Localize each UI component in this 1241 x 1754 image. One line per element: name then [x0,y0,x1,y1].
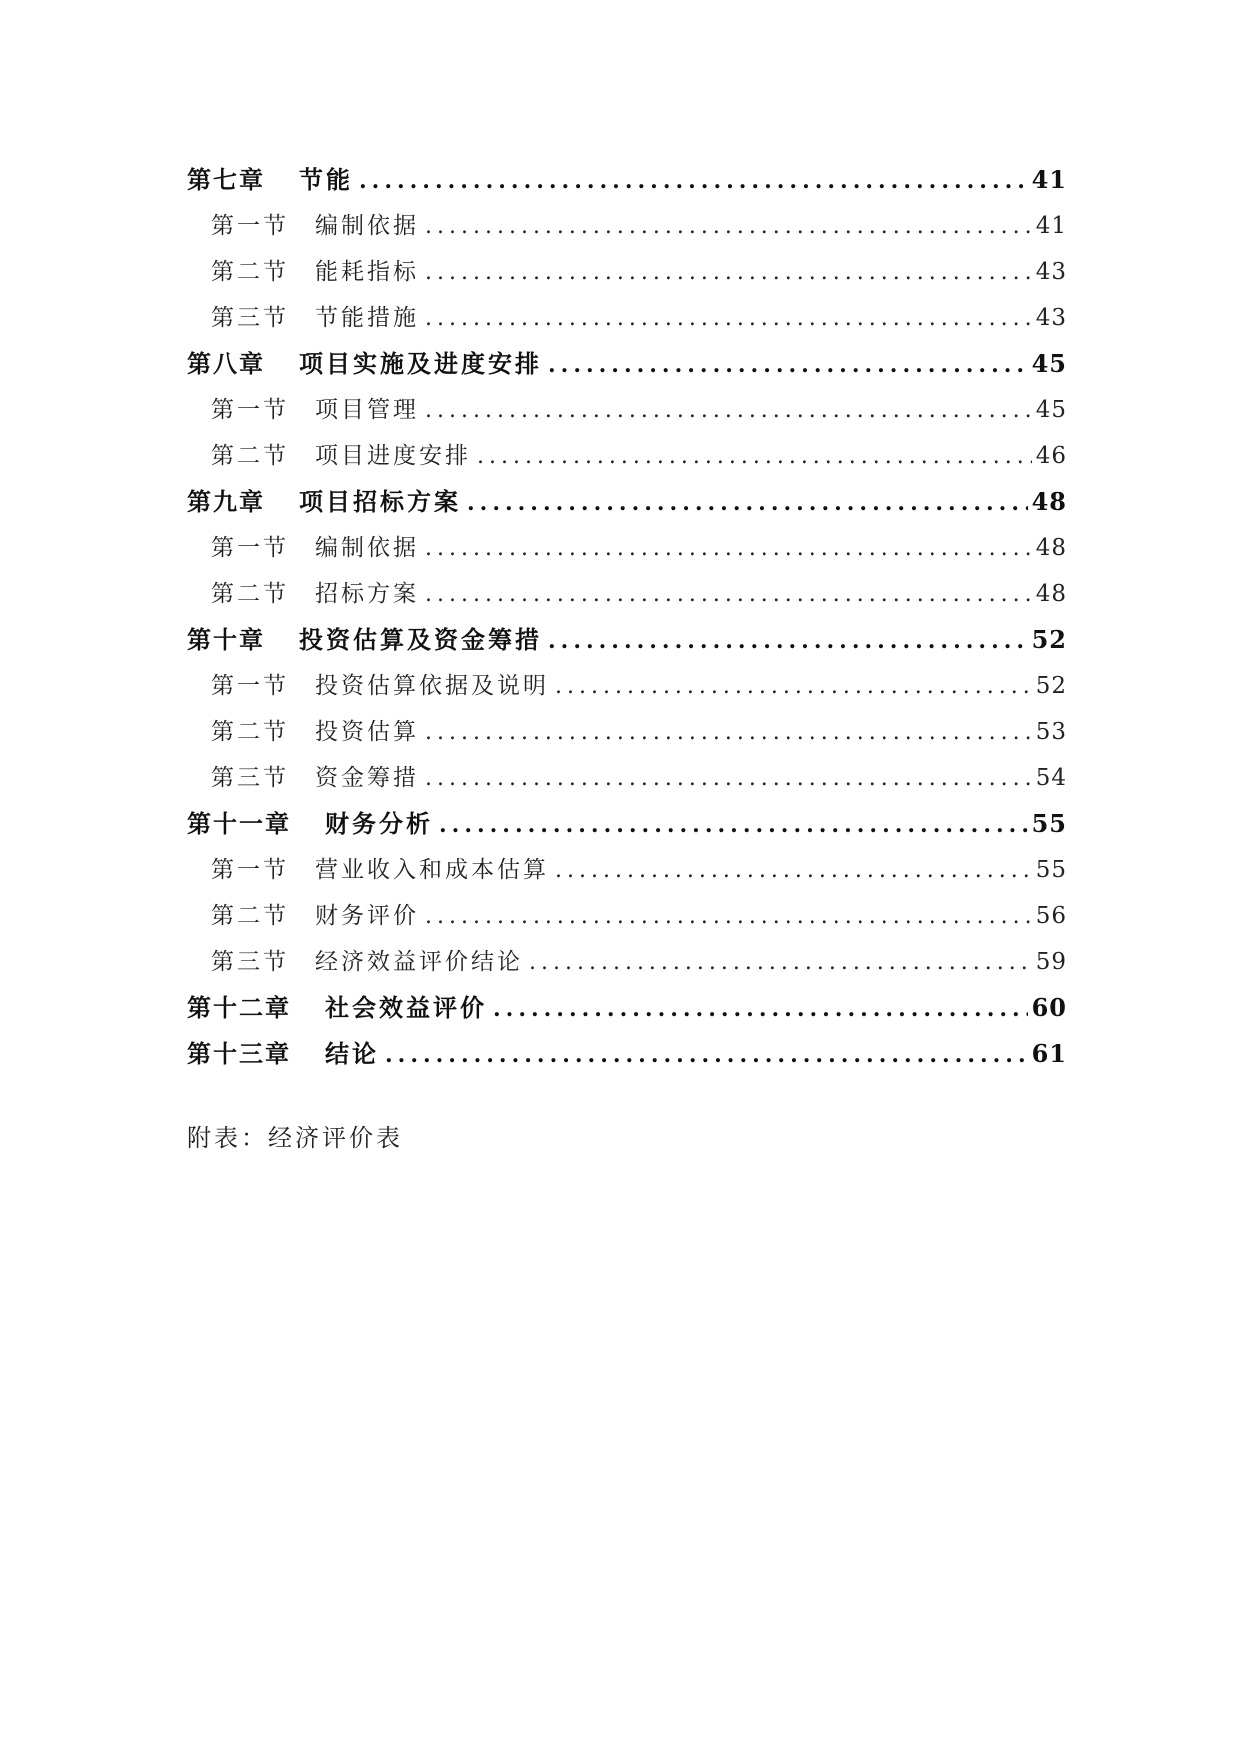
toc-page-number: 53 [1035,719,1067,745]
toc-section-7-1[interactable] [187,203,1067,249]
toc-title: 能耗指标 [315,259,419,285]
toc-page-number: 48 [1035,581,1067,607]
dot-leader [425,526,1032,572]
toc-section-8-1[interactable] [187,387,1067,433]
dot-leader [359,158,1028,204]
toc-page-number: 52 [1035,673,1067,699]
toc-title: 编制依据 [315,535,419,561]
toc-number: 第二节 [211,903,289,929]
toc-page-number: 52 [1031,625,1067,654]
toc-title: 编制依据 [315,213,419,239]
toc-title: 项目招标方案 [299,487,461,516]
toc-section-9-1[interactable] [187,525,1067,571]
dot-leader [477,434,1032,480]
toc-page-number: 55 [1031,809,1067,838]
toc-section-8-2[interactable] [187,433,1067,479]
dot-leader [425,572,1032,618]
dot-leader [548,342,1028,388]
toc-page-number: 41 [1035,213,1067,239]
dot-leader [529,940,1032,986]
toc-chapter-13[interactable] [187,1031,1067,1077]
toc-title: 营业收入和成本估算 [315,857,549,883]
toc-number: 第二节 [211,719,289,745]
toc-number: 第三节 [211,765,289,791]
toc-number: 第一节 [211,397,289,423]
toc-number: 第十三章 [187,1039,291,1068]
toc-title: 节能措施 [315,305,419,331]
toc-number: 第九章 [187,487,265,516]
toc-page-number: 60 [1031,993,1067,1022]
toc-title: 财务评价 [315,903,419,929]
toc-section-10-1[interactable] [187,663,1067,709]
toc-number: 第十二章 [187,993,291,1022]
dot-leader [425,894,1032,940]
toc-page-number: 46 [1035,443,1067,469]
toc-number: 第七章 [187,165,265,194]
toc-chapter-11[interactable] [187,801,1067,847]
toc-page-number: 43 [1035,305,1067,331]
toc-section-11-2[interactable] [187,893,1067,939]
toc-chapter-9[interactable] [187,479,1067,525]
toc-number: 第二节 [211,443,289,469]
toc-page-number: 45 [1031,349,1067,378]
toc-section-10-3[interactable] [187,755,1067,801]
toc-page-number: 48 [1035,535,1067,561]
dot-leader [467,480,1028,526]
toc-number: 第八章 [187,349,265,378]
toc-number: 第一节 [211,213,289,239]
dot-leader [555,848,1032,894]
toc-title: 结论 [325,1039,379,1068]
toc-title: 招标方案 [315,581,419,607]
dot-leader [425,388,1032,434]
dot-leader [555,664,1032,710]
toc-title: 项目实施及进度安排 [299,349,542,378]
toc-section-10-2[interactable] [187,709,1067,755]
toc-title: 资金筹措 [315,765,419,791]
toc-title: 节能 [299,165,353,194]
toc-chapter-10[interactable] [187,617,1067,663]
toc-number: 第一节 [211,673,289,699]
toc-section-11-1[interactable] [187,847,1067,893]
toc-number: 第十章 [187,625,265,654]
toc-title: 项目管理 [315,397,419,423]
toc-title: 投资估算 [315,719,419,745]
toc-title: 财务分析 [325,809,433,838]
toc-section-7-3[interactable] [187,295,1067,341]
toc-page-number: 54 [1035,765,1067,791]
toc-page-number: 48 [1031,487,1067,516]
toc-page-number: 41 [1031,165,1067,194]
dot-leader [425,756,1032,802]
toc-section-9-2[interactable] [187,571,1067,617]
toc-chapter-7[interactable] [187,157,1067,203]
table-of-contents [187,157,1067,1077]
toc-title: 投资估算依据及说明 [315,673,549,699]
dot-leader [425,296,1032,342]
dot-leader [425,710,1032,756]
toc-number: 第三节 [211,949,289,975]
toc-title: 经济效益评价结论 [315,949,523,975]
toc-chapter-8[interactable] [187,341,1067,387]
toc-number: 第二节 [211,259,289,285]
dot-leader [493,986,1028,1032]
dot-leader [385,1032,1028,1078]
toc-page-number: 61 [1031,1039,1067,1068]
toc-number: 第十一章 [187,809,291,838]
toc-chapter-12[interactable] [187,985,1067,1031]
toc-page-number: 56 [1035,903,1067,929]
dot-leader [425,250,1032,296]
dot-leader [425,204,1032,250]
toc-title: 项目进度安排 [315,443,471,469]
toc-title: 社会效益评价 [325,993,487,1022]
toc-number: 第一节 [211,535,289,561]
toc-section-11-3[interactable] [187,939,1067,985]
dot-leader [548,618,1028,664]
toc-number: 第三节 [211,305,289,331]
toc-section-7-2[interactable] [187,249,1067,295]
toc-number: 第一节 [211,857,289,883]
toc-title: 投资估算及资金筹措 [299,625,542,654]
toc-page-number: 45 [1035,397,1067,423]
appendix-note: 附表：经济评价表 [187,1124,403,1152]
toc-page-number: 55 [1035,857,1067,883]
toc-page-number: 59 [1035,949,1067,975]
dot-leader [439,802,1028,848]
toc-number: 第二节 [211,581,289,607]
toc-page-number: 43 [1035,259,1067,285]
